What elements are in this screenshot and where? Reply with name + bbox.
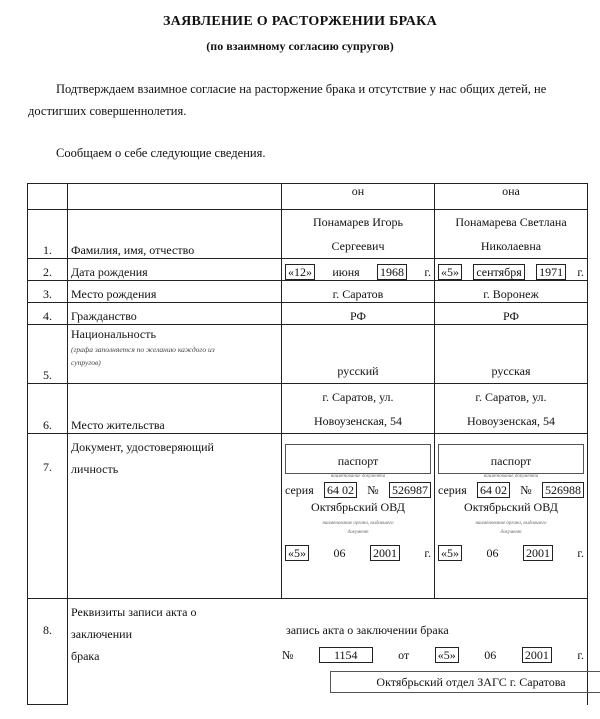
row-citizenship (28, 303, 588, 325)
quote-open: « (437, 648, 444, 662)
she-document-type: паспорт (438, 444, 584, 474)
intro-line-2: достигших совершеннолетия. (28, 104, 187, 118)
he-full-name-line-1: Понамарев Игорь (312, 215, 403, 229)
birth-day: 5 (447, 265, 453, 279)
row-marriage-record (28, 599, 588, 705)
birth-month: июня (332, 264, 360, 279)
she-birth-place: г. Воронеж (435, 281, 588, 303)
record-year: 2001 (522, 647, 552, 663)
year-suffix: г. (577, 647, 584, 662)
she-doc-series: 64 02 (477, 482, 510, 498)
she-birth-date (438, 264, 584, 280)
issuer-caption-line-2: документ (347, 530, 369, 535)
row-number: 1. (28, 210, 68, 259)
row-number: 2. (28, 259, 68, 281)
row-label: Место жительства (68, 384, 282, 434)
row-label: Фамилия, имя, отчество (68, 210, 282, 259)
he-document-type: паспорт (285, 444, 431, 474)
issue-year: 2001 (370, 545, 400, 561)
quote-close: » (453, 265, 459, 279)
quote-close: » (449, 648, 456, 662)
quote-close: » (306, 265, 312, 279)
series-label: серия (285, 482, 314, 497)
birth-day: 12 (294, 265, 306, 279)
header-he: он (282, 184, 435, 210)
intro-line-3: Сообщаем о себе следующие сведения. (56, 146, 266, 160)
document-type-caption: наименование документа (483, 474, 539, 479)
row-full-name (28, 210, 588, 259)
issue-year: 2001 (523, 545, 553, 561)
quote-close: » (453, 546, 459, 560)
she-full-name-line-2: Николаевна (480, 239, 542, 253)
page-title: ЗАЯВЛЕНИЕ О РАСТОРЖЕНИИ БРАКА (162, 14, 438, 29)
she-doc-issue-date (438, 545, 584, 561)
year-suffix: г. (424, 264, 431, 279)
year-suffix: г. (577, 264, 584, 279)
issuer-caption-line-1: наименование органа, выдавшего (475, 521, 547, 526)
intro-line-1: Подтверждаем взаимное согласие на расторжение брака и отсутствие у нас общих детей, не (56, 82, 547, 96)
he-full-name-line-2: Сергеевич (331, 239, 385, 253)
he-doc-issuer: Октябрьский ОВД (311, 500, 405, 514)
header-num-cell (28, 184, 68, 210)
number-sign: № (282, 647, 294, 662)
row-label: Национальность (71, 327, 156, 341)
marriage-record-label: запись акта о заключении брака (286, 623, 449, 637)
number-sign: № (520, 482, 532, 497)
row-nationality (28, 325, 588, 384)
row-number: 8. (28, 599, 68, 705)
row-label-line-1: Документ, удостоверяющий (71, 440, 214, 454)
page-subtitle: (по взаимному согласию супругов) (206, 39, 394, 53)
he-citizenship: РФ (282, 303, 435, 325)
header-label-cell (68, 184, 282, 210)
quote-open: « (441, 265, 447, 279)
row-label-line-1: Реквизиты записи акта о (71, 605, 197, 619)
she-residence-line-1: г. Саратов, ул. (475, 390, 547, 404)
quote-open: « (441, 546, 447, 560)
application-form-table (27, 183, 588, 705)
issue-day: 5 (294, 546, 300, 560)
record-day: 5 (443, 648, 450, 662)
issuer-caption-line-1: наименование органа, выдавшего (322, 521, 394, 526)
birth-year: 1968 (377, 264, 407, 280)
marriage-record-details (282, 647, 584, 663)
row-number: 6. (28, 384, 68, 434)
row-label-line-2: личность (71, 462, 119, 476)
document-type-caption: наименование документа (330, 474, 386, 479)
she-document-cell (435, 434, 588, 599)
she-doc-issuer: Октябрьский ОВД (464, 500, 558, 514)
she-citizenship: РФ (435, 303, 588, 325)
he-birth-place: г. Саратов (282, 281, 435, 303)
birth-month: сентября (473, 264, 524, 280)
he-document-cell (282, 434, 435, 599)
number-sign: № (367, 482, 379, 497)
row-number: 7. (28, 434, 68, 599)
row-number: 5. (28, 325, 68, 384)
he-residence-line-2: Новоузенская, 54 (313, 414, 403, 428)
row-label-line-2: заключении (71, 627, 133, 641)
he-residence-line-1: г. Саратов, ул. (322, 390, 394, 404)
row-identity-document (28, 434, 588, 599)
issue-month: 06 (333, 545, 346, 560)
row-residence (28, 384, 588, 434)
birth-year: 1971 (536, 264, 566, 280)
she-residence-line-2: Новоузенская, 54 (466, 414, 556, 428)
from-label: от (398, 647, 410, 662)
row-number: 4. (28, 303, 68, 325)
row-number: 3. (28, 281, 68, 303)
quote-close: » (300, 546, 306, 560)
quote-open: « (288, 546, 294, 560)
issuer-caption-line-2: документ (500, 530, 522, 535)
quote-open: « (288, 265, 294, 279)
row-birth-date (28, 259, 588, 281)
registry-office: Октябрьский отдел ЗАГС г. Саратова (330, 671, 600, 693)
header-she: она (435, 184, 588, 210)
he-doc-issue-date (285, 545, 431, 561)
he-nationality: русский (282, 325, 435, 384)
he-doc-number: 526987 (389, 482, 431, 498)
year-suffix: г. (424, 545, 431, 560)
he-doc-series: 64 02 (324, 482, 357, 498)
record-number: 1154 (319, 647, 373, 663)
he-birth-date (285, 264, 431, 280)
row-birth-place (28, 281, 588, 303)
she-nationality: русская (435, 325, 588, 384)
row-label: Место рождения (68, 281, 282, 303)
series-label: серия (438, 482, 467, 497)
she-doc-number: 526988 (542, 482, 584, 498)
issue-month: 06 (486, 545, 499, 560)
record-month: 06 (484, 647, 497, 662)
nationality-note-line-2: супругов) (71, 358, 101, 367)
year-suffix: г. (577, 545, 584, 560)
row-label: Гражданство (68, 303, 282, 325)
row-label: Дата рождения (68, 259, 282, 281)
row-label-line-3: брака (71, 649, 100, 663)
issue-day: 5 (447, 546, 453, 560)
she-full-name-line-1: Понамарева Светлана (455, 215, 567, 229)
table-header-row (28, 184, 588, 210)
nationality-note-line-1: (графа заполняется по желанию каждого из (71, 345, 215, 354)
